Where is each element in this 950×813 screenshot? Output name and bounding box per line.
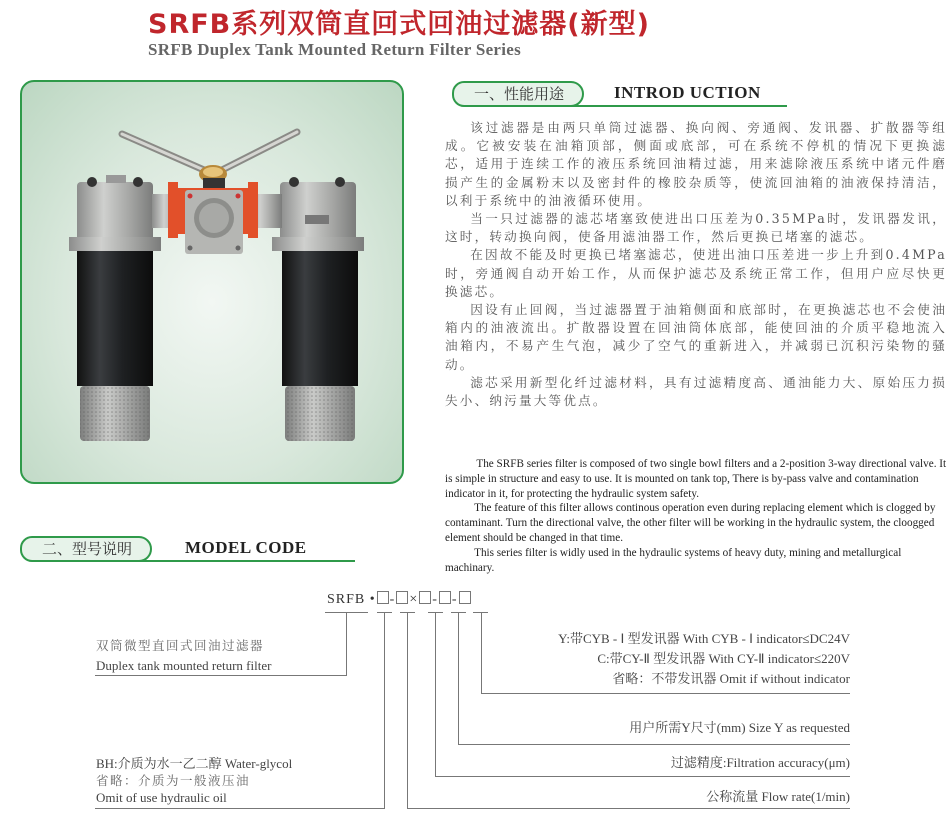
code-separator: - [432,592,438,607]
intro-pill-label: 一、性能用途 [452,81,584,107]
code-slot-indicator [459,591,471,604]
intro-cn-text [445,119,947,410]
code-prefix: SRFB [327,592,366,607]
model-code-pill-label: 二、型号说明 [20,536,152,562]
size-y-label: 用户所需Y尺寸(mm) Size Y as requested [629,720,850,735]
code-slot-medium [377,591,389,604]
intro-en-text [445,457,950,575]
indicator-option-y: Y:带CYB - Ⅰ 型发讯器 With CYB - Ⅰ indicator≤DC24V [558,631,850,646]
intro-heading: INTROD UCTION [614,83,761,102]
code-separator: × [409,592,419,607]
series-label-en: Duplex tank mounted return filter [96,658,272,673]
medium-label-line3: Omit of use hydraulic oil [96,790,227,805]
medium-label [96,755,292,806]
cn-paragraph: 滤芯采用新型化纤过滤材料，具有过滤精度高、通油能力大、原始压力损失小、纳污量大等优点。 [445,374,947,409]
indicator-option-omit: 省略：不带发讯器 Omit if without indicator [612,671,850,686]
code-slot-filtration [419,591,431,604]
filtration-label: 过滤精度:Filtration accuracy(μm) [670,755,850,770]
intro-underline [466,105,787,107]
cn-paragraph: 因设有止回阀，当过滤器置于油箱侧面和底部时，在更换滤芯也不会使油箱内的油液流出。扩散器设置在回油筒体底部，能使回油的介质平稳地流入油箱内，不易产生气泡，减少了空气的重新进入，并减弱已沉积污染物的骚动。 [445,302,947,372]
model-code-string [327,591,472,608]
code-separator: • [369,592,376,607]
code-separator: - [451,592,458,607]
intro-section-header [452,81,787,107]
model-code-underline [34,560,355,562]
en-paragraph: The feature of this filter allows continous operation even during replacing element which is clogged by contaminant. Turn the directional valve, the other filter will be working in the hydraulic system, the cloogged element should be changed in that time. [445,502,936,544]
page-title: SRFB系列双筒直回式回油过滤器(新型) [148,9,650,40]
medium-label-line2: 省略：介质为一般液压油 [96,773,251,788]
series-label [96,636,271,676]
product-photo [20,80,404,484]
cn-paragraph: 在因故不能及时更换已堵塞滤芯，使进出油口压差进一步上升到0.4MPa时，旁通阀自动开始工作，从而保护滤芯及系统正常工作，但用户应尽快更换滤芯。 [445,247,947,299]
indicator-label [558,629,850,689]
en-paragraph: The SRFB series filter is composed of two single bowl filters and a 2-position 3-way directional valve. It is simple in structure and easy to use. It is mounted on tank top, There is by-pass valve and contamination indicator in it, for protecting the hydraulic system safety. [445,458,947,500]
cn-paragraph: 该过滤器是由两只单筒过滤器、换向阀、旁通阀、发讯器、扩散器等组成。它被安装在油箱顶部，侧面或底部，可在系统不停机的情况下更换滤芯，适用于连续工作的液压系统回油精过滤，用来滤除液压系统中诸元件磨损产生的金属粉末以及密封件的橡胶杂质等，使流回油箱的油液保持清洁，以利于系统中的油液循环使用。 [445,120,947,208]
indicator-option-c: C:带CY-Ⅱ 型发讯器 With CY-Ⅱ indicator≤220V [597,651,850,666]
cn-paragraph: 当一只过滤器的滤芯堵塞致使进出口压差为0.35MPa时，发讯器发讯，这时，转动换向阀，使备用滤油器工作，然后更换已堵塞的滤芯。 [445,211,947,245]
model-code-heading: MODEL CODE [185,538,307,557]
duplex-filter-illustration [22,82,402,482]
en-paragraph: This series filter is widly used in the hydraulic systems of heavy duty, mining and metallurgical machinary. [445,546,902,574]
model-code-section-header [20,536,355,562]
medium-label-line1: BH:介质为水一乙二醇 Water-glycol [96,756,293,771]
flow-rate-label: 公称流量 Flow rate(1/min) [706,789,850,804]
page-subtitle: SRFB Duplex Tank Mounted Return Filter Series [148,40,522,59]
code-slot-flow-rate [396,591,408,604]
code-separator: - [389,592,396,607]
code-slot-size-y [439,591,451,604]
series-label-cn: 双筒微型直回式回油过滤器 [96,638,265,653]
